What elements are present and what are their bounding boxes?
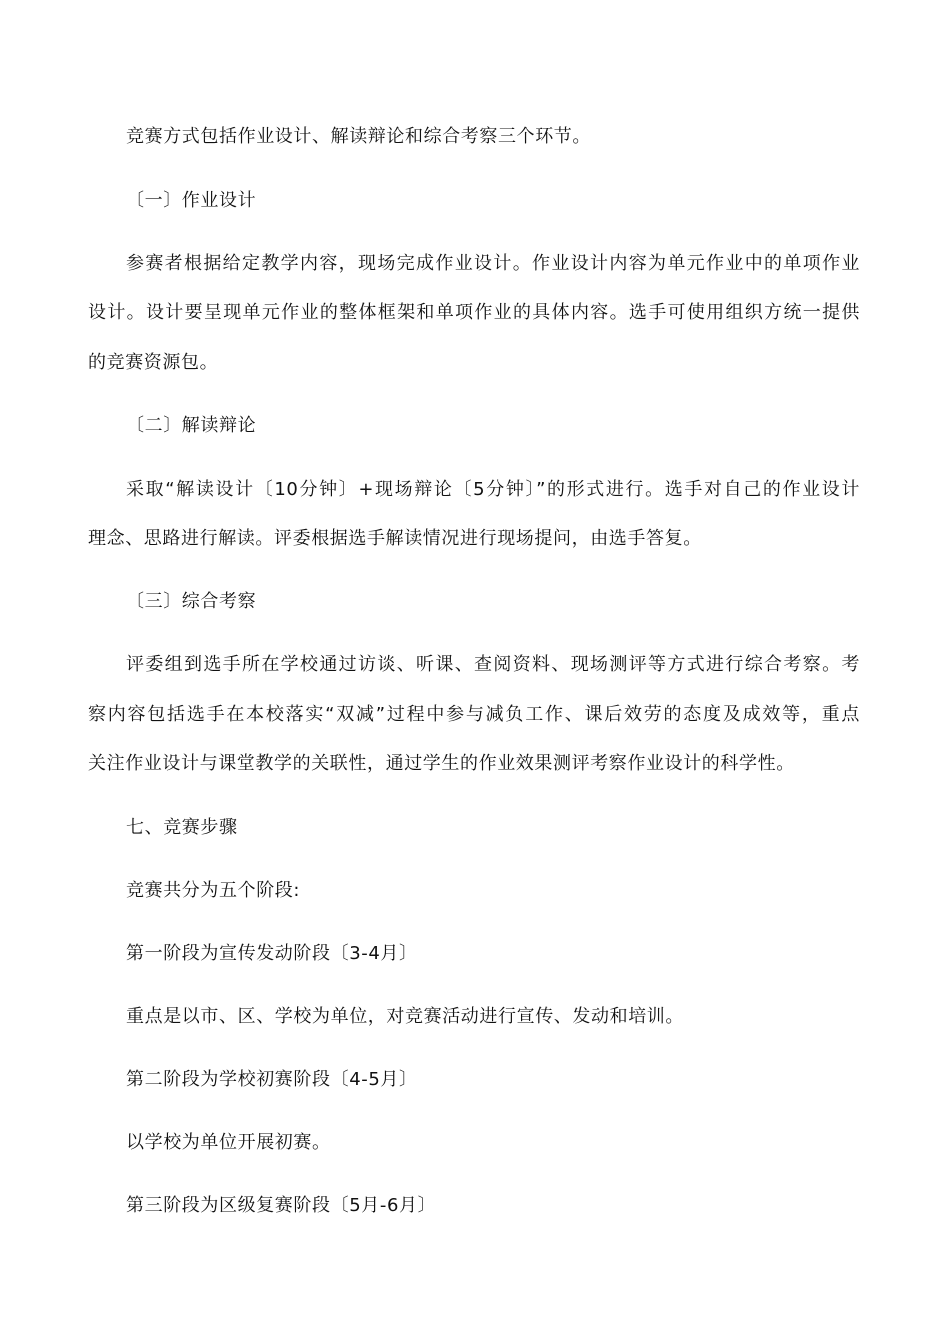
section-heading-comprehensive-review: 〔三〕综合考察: [126, 591, 257, 612]
section-heading-assignment-design: 〔一〕作业设计: [126, 190, 257, 211]
stage-3-heading: 第三阶段为区级复赛阶段〔5月-6月〕: [126, 1195, 437, 1216]
paragraph-assignment-design-line-1: 参赛者根据给定教学内容，现场完成作业设计。作业设计内容为单元作业中的单项作业: [126, 253, 860, 274]
intro-sentence: 竞赛方式包括作业设计、解读辩论和综合考察三个环节。: [126, 126, 591, 147]
stage-1-description: 重点是以市、区、学校为单位，对竞赛活动进行宣传、发动和培训。: [126, 1006, 684, 1027]
paragraph-assignment-design-line-2: 设计。设计要呈现单元作业的整体框架和单项作业的具体内容。选手可使用组织方统一提供: [88, 302, 860, 323]
stages-intro: 竞赛共分为五个阶段:: [126, 880, 301, 901]
paragraph-assignment-design-line-3: 的竞赛资源包。: [88, 352, 219, 373]
section-heading-interpretation-debate: 〔二〕解读辩论: [126, 415, 257, 436]
paragraph-interpretation-debate-line-1: 采取“解读设计〔10分钟〕+现场辩论〔5分钟〕”的形式进行。选手对自己的作业设计: [126, 479, 860, 500]
stage-2-heading: 第二阶段为学校初赛阶段〔4-5月〕: [126, 1069, 418, 1090]
paragraph-interpretation-debate-line-2: 理念、思路进行解读。评委根据选手解读情况进行现场提问，由选手答复。: [88, 528, 702, 549]
stage-1-heading: 第一阶段为宣传发动阶段〔3-4月〕: [126, 943, 418, 964]
stage-2-description: 以学校为单位开展初赛。: [126, 1132, 331, 1153]
paragraph-comprehensive-review-line-2: 察内容包括选手在本校落实“双减”过程中参与减负工作、课后效劳的态度及成效等，重点: [88, 704, 860, 725]
paragraph-comprehensive-review-line-3: 关注作业设计与课堂教学的关联性，通过学生的作业效果测评考察作业设计的科学性。: [88, 753, 795, 774]
section-heading-competition-steps: 七、竞赛步骤: [126, 817, 238, 838]
paragraph-comprehensive-review-line-1: 评委组到选手所在学校通过访谈、听课、查阅资料、现场测评等方式进行综合考察。考: [126, 654, 860, 675]
